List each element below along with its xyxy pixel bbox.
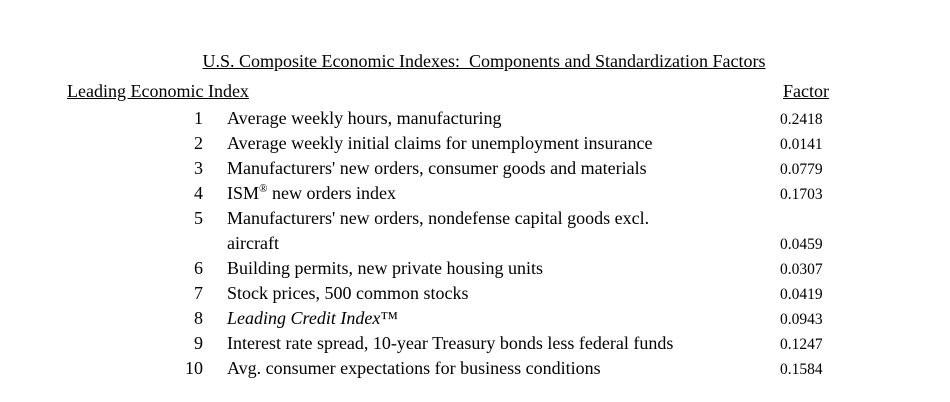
document-title-text: U.S. Composite Economic Indexes: Components and Standardization Factors	[202, 51, 766, 71]
row-number: 10	[185, 358, 203, 378]
row-description: Average weekly hours, manufacturing	[227, 108, 502, 128]
row-description: Manufacturers' new orders, consumer goods and materials	[227, 158, 647, 178]
row-factor	[780, 207, 950, 232]
row-number: 6	[194, 258, 203, 278]
row-factor: 0.0307	[780, 261, 823, 278]
row-factor: 0.0779	[780, 161, 823, 178]
row-factor: 0.0419	[780, 286, 823, 303]
table-row	[0, 106, 950, 131]
row-description: ISM® new orders index	[227, 183, 396, 203]
row-description: Manufacturers' new orders, nondefense capital goods excl.	[227, 208, 650, 228]
table-row	[0, 181, 950, 206]
row-factor: 0.1247	[780, 336, 823, 353]
row-number: 9	[194, 333, 203, 353]
column-header-factor: Factor	[783, 81, 829, 101]
row-number: 7	[194, 283, 203, 303]
table-row	[0, 256, 950, 281]
row-factor: 0.0943	[780, 311, 823, 328]
table-row	[0, 281, 950, 306]
table-row	[0, 356, 950, 381]
row-description: Stock prices, 500 common stocks	[227, 283, 469, 303]
table-row	[0, 156, 950, 181]
row-number	[0, 231, 203, 256]
row-factor: 0.1703	[780, 186, 823, 203]
row-description: Avg. consumer expectations for business conditions	[227, 358, 601, 378]
table-row	[0, 131, 950, 156]
table-row	[0, 331, 950, 356]
table-row	[0, 206, 950, 231]
row-number: 8	[194, 308, 203, 328]
section-header-leading-economic-index: Leading Economic Index	[67, 81, 249, 101]
row-description: Average weekly initial claims for unemployment insurance	[227, 133, 653, 153]
table-row	[0, 231, 950, 256]
row-description: Interest rate spread, 10-year Treasury bonds less federal funds	[227, 333, 674, 353]
table-row	[0, 306, 950, 331]
row-description: Building permits, new private housing units	[227, 258, 543, 278]
row-number: 3	[194, 158, 203, 178]
row-number: 4	[194, 183, 203, 203]
row-number: 2	[194, 133, 203, 153]
row-factor: 0.1584	[780, 361, 823, 378]
row-factor: 0.0459	[780, 236, 823, 253]
row-description: aircraft	[227, 233, 279, 253]
row-factor: 0.2418	[780, 111, 823, 128]
row-number: 1	[194, 108, 203, 128]
table-rows	[0, 106, 950, 381]
row-factor: 0.0141	[780, 136, 823, 153]
row-number: 5	[194, 208, 203, 228]
row-description: Leading Credit Index™	[227, 308, 398, 328]
